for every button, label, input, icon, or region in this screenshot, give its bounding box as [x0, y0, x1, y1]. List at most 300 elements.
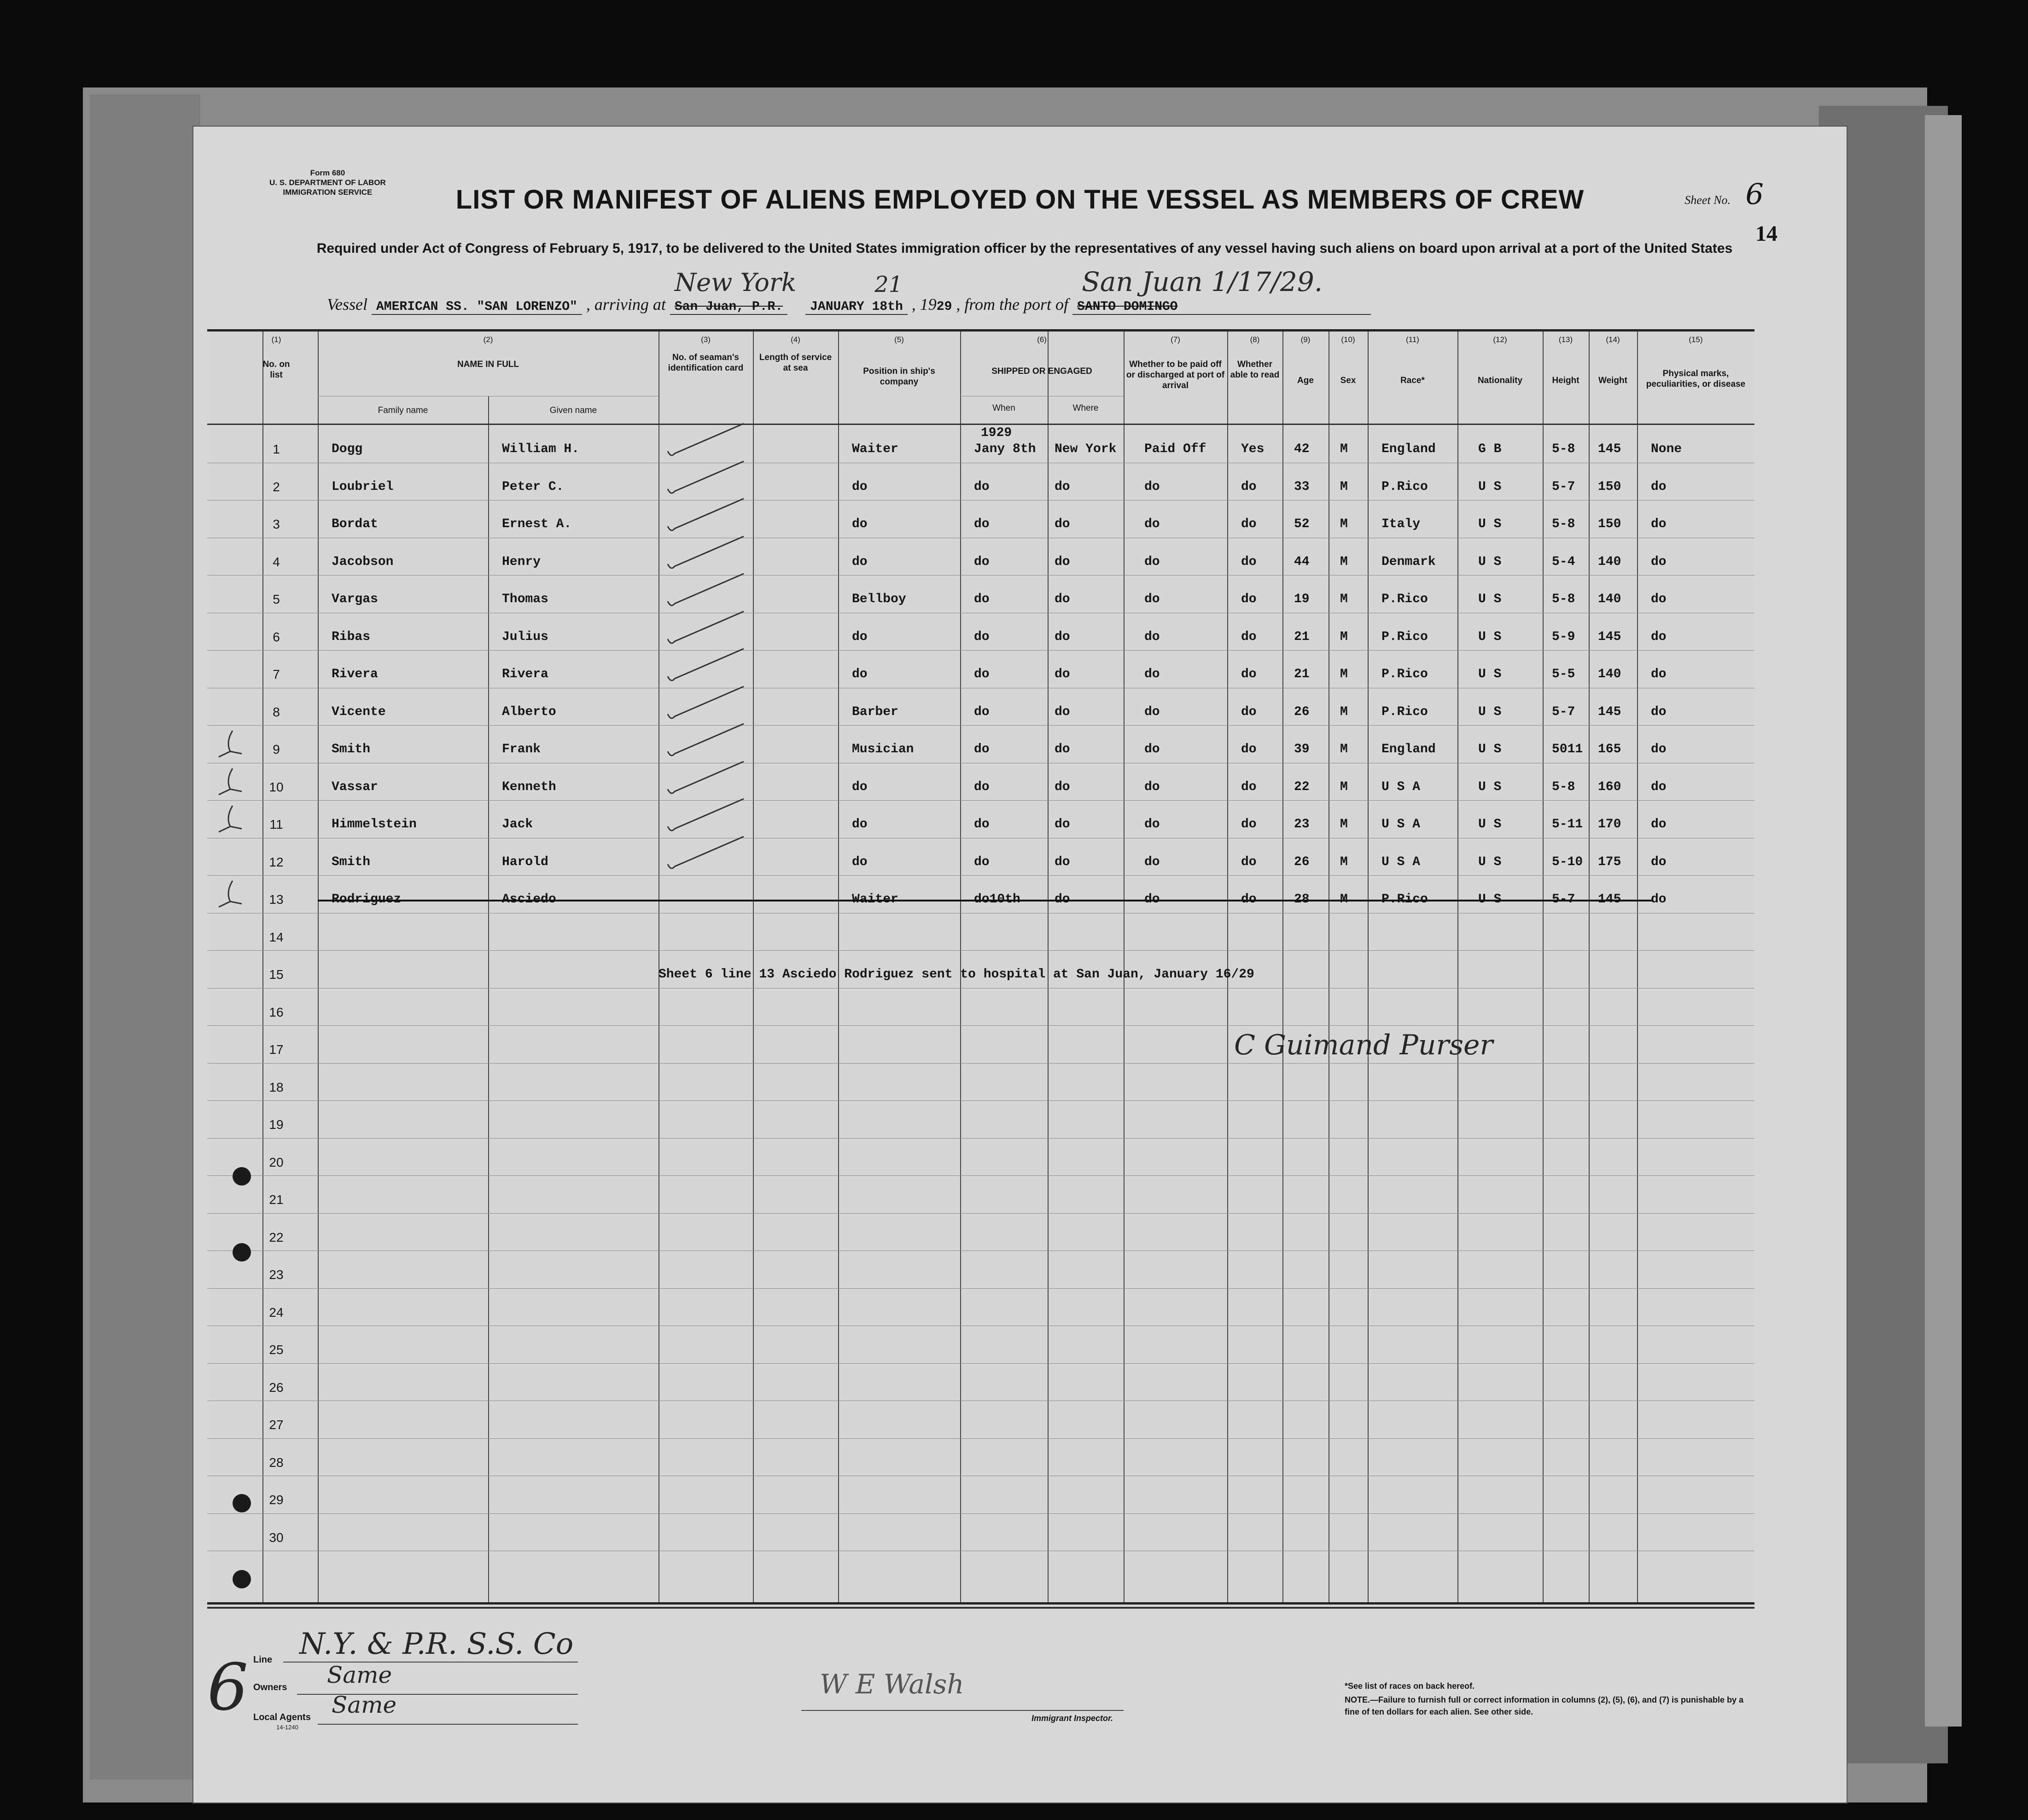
agents-value: Same: [332, 1692, 397, 1718]
col-num-15: (15): [1689, 335, 1703, 344]
service: IMMIGRATION SERVICE: [283, 188, 373, 197]
paid-off: do: [1144, 629, 1160, 644]
given-name: Peter C.: [502, 479, 564, 494]
from-port: SANTO DOMINGO: [1072, 300, 1371, 315]
height: 5-7: [1552, 479, 1575, 494]
family-name: Jacobson: [332, 554, 394, 569]
height: 5011: [1552, 742, 1583, 756]
height: 5-11: [1552, 817, 1583, 832]
age: 28: [1294, 892, 1310, 907]
from-label: , from the port of: [956, 295, 1069, 314]
sex: M: [1340, 592, 1348, 606]
row-number: 20: [269, 1155, 284, 1169]
col-header-age: Age: [1297, 376, 1314, 385]
col-header-shipped: SHIPPED OR ENGAGED: [991, 366, 1092, 376]
margin-number: 6: [207, 1650, 249, 1725]
shipped-where: do: [1055, 817, 1070, 832]
row-number: 5: [273, 592, 280, 606]
weight: 145: [1598, 892, 1621, 907]
id-card-check-mark: [665, 832, 748, 873]
column-rule: [1637, 331, 1638, 1602]
col-header-marks: Physical marks, peculiarities, or disease: [1646, 369, 1746, 389]
row-rule: [207, 575, 1754, 576]
shipped-when: Jany 8th: [974, 442, 1036, 456]
age: 39: [1294, 742, 1310, 756]
page-stack-right-sliver: [1925, 115, 1962, 1727]
margin-tick-mark: [216, 728, 244, 768]
family-name: Smith: [332, 855, 371, 869]
race: P.Rico: [1381, 704, 1428, 719]
race: P.Rico: [1381, 629, 1428, 644]
row-rule: [207, 1025, 1754, 1026]
form-number: Form 680: [310, 169, 345, 177]
height: 5-7: [1552, 892, 1575, 907]
row-number: 23: [269, 1268, 284, 1282]
weight: 140: [1598, 667, 1621, 681]
col-num-3: (3): [701, 335, 711, 344]
paid-off: do: [1144, 892, 1160, 907]
vessel-line: [327, 266, 1371, 314]
col-num-9: (9): [1300, 335, 1311, 344]
year-header: 1929: [981, 426, 1012, 440]
shipped-where: do: [1055, 517, 1070, 531]
col-num-12: (12): [1493, 335, 1507, 344]
line-label: Line: [253, 1655, 273, 1665]
column-rule: [488, 396, 489, 1602]
given-name: William H.: [502, 442, 580, 456]
column-rule: [1457, 331, 1458, 1602]
weight: 145: [1598, 704, 1621, 719]
given-name: Henry: [502, 554, 541, 569]
race: U S A: [1381, 817, 1421, 832]
col-header-height: Height: [1552, 376, 1579, 385]
binder-hole: [233, 1570, 251, 1588]
col-header-paid-off: Whether to be paid off or discharged at port of arrival: [1126, 360, 1225, 390]
nationality: U S: [1478, 742, 1502, 756]
row-number: 17: [269, 1042, 284, 1057]
shipped-when: do: [974, 554, 990, 569]
sex: M: [1340, 779, 1348, 794]
weight: 145: [1598, 629, 1621, 644]
col-num-11: (11): [1406, 335, 1419, 344]
col-header-family: Family name: [378, 406, 428, 415]
margin-tick-mark: [216, 878, 244, 918]
col-num-4: (4): [791, 335, 800, 344]
row-number: 19: [269, 1117, 284, 1132]
paid-off: do: [1144, 779, 1160, 794]
column-rule: [838, 331, 839, 1602]
column-rule: [1589, 331, 1590, 1602]
sex: M: [1340, 742, 1348, 756]
shipped-where: do: [1055, 892, 1070, 907]
col-header-read: Whether able to read: [1230, 360, 1280, 380]
row-number: 13: [269, 892, 284, 907]
nationality: U S: [1478, 855, 1502, 869]
col-num-2: (2): [483, 335, 493, 344]
able-to-read: do: [1241, 517, 1257, 531]
sex: M: [1340, 892, 1348, 907]
form-code: 14-1240: [276, 1724, 298, 1731]
physical-marks: do: [1651, 779, 1667, 794]
able-to-read: do: [1241, 554, 1257, 569]
id-card-check-mark: [665, 532, 748, 573]
department: U. S. DEPARTMENT OF LABOR: [269, 178, 386, 187]
paid-off: do: [1144, 479, 1160, 494]
col-header-given: Given name: [549, 406, 597, 415]
col-header-position: Position in ship's company: [863, 366, 935, 387]
shipped-when: do: [974, 517, 990, 531]
row-rule: [207, 800, 1754, 801]
weight: 140: [1598, 554, 1621, 569]
paid-off: do: [1144, 855, 1160, 869]
row-number: 9: [273, 742, 280, 756]
weight: 150: [1598, 517, 1621, 531]
col-num-13: (13): [1558, 335, 1573, 344]
weight: 145: [1598, 442, 1621, 456]
race: Denmark: [1381, 554, 1436, 569]
family-name: Rodriguez: [332, 892, 402, 907]
position: do: [852, 554, 868, 569]
col-header-sex: Sex: [1340, 376, 1356, 385]
vessel-label: Vessel: [327, 295, 367, 314]
able-to-read: do: [1241, 817, 1257, 832]
column-rule: [1227, 331, 1228, 1602]
paid-off: do: [1144, 742, 1160, 756]
paid-off: do: [1144, 517, 1160, 531]
paid-off: do: [1144, 817, 1160, 832]
position: do: [852, 517, 868, 531]
nationality: G B: [1478, 442, 1502, 456]
shipped-when: do: [974, 592, 990, 606]
row-number: 28: [269, 1455, 284, 1470]
sex: M: [1340, 479, 1348, 494]
race: England: [1381, 742, 1436, 756]
height: 5-4: [1552, 554, 1575, 569]
race: P.Rico: [1381, 592, 1428, 606]
col-header-weight: Weight: [1598, 376, 1627, 385]
row-number: 15: [269, 967, 284, 982]
shipped-where: do: [1055, 779, 1070, 794]
physical-marks: do: [1651, 742, 1667, 756]
arriving-handwritten: New York: [674, 268, 797, 297]
year-label: , 19: [911, 295, 937, 314]
column-rule: [1048, 331, 1049, 1602]
paid-off: Paid Off: [1144, 442, 1206, 456]
nationality: U S: [1478, 817, 1502, 832]
given-name: Julius: [502, 629, 548, 644]
row-rule: [207, 725, 1754, 726]
id-card-check-mark: [665, 682, 748, 723]
col-num-6: (6): [1037, 335, 1047, 344]
shipped-where: do: [1055, 592, 1070, 606]
row-number: 11: [269, 817, 283, 832]
id-card-check-mark: [665, 607, 748, 648]
given-name: Asciedo: [502, 892, 556, 907]
row-number: 25: [269, 1343, 284, 1357]
nationality: U S: [1478, 479, 1502, 494]
age: 21: [1294, 629, 1310, 644]
height: 5-8: [1552, 517, 1575, 531]
family-name: Bordat: [332, 517, 378, 531]
age: 26: [1294, 855, 1310, 869]
margin-tick-mark: [216, 766, 244, 805]
col-header-service: Length of service at sea: [759, 353, 832, 373]
manifest-page: [193, 127, 1847, 1803]
family-name: Vassar: [332, 779, 378, 794]
binder-hole: [233, 1494, 251, 1512]
col-header-id-card: No. of seaman's identification card: [668, 353, 744, 373]
id-card-check-mark: [665, 419, 748, 460]
nationality: U S: [1478, 667, 1502, 681]
height: 5-5: [1552, 667, 1575, 681]
race: U S A: [1381, 855, 1421, 869]
crew-table: [207, 329, 1754, 1605]
row-rule: [207, 1438, 1754, 1439]
row-number: 3: [273, 517, 280, 531]
race: England: [1381, 442, 1436, 456]
family-name: Vicente: [332, 704, 386, 719]
position: Waiter: [852, 892, 898, 907]
row-number: 27: [269, 1418, 284, 1432]
shipped-when: do: [974, 629, 990, 644]
position: do: [852, 779, 868, 794]
given-name: Ernest A.: [502, 517, 572, 531]
row-number: 24: [269, 1305, 284, 1320]
penalty-note: NOTE.—Failure to furnish full or correct information in columns (2), (5), (6), and (7) is punishable by a fine of ten dollars for each alien. See other side.: [1345, 1695, 1744, 1716]
height: 5-9: [1552, 629, 1575, 644]
date-handwritten: 21: [874, 272, 903, 297]
id-card-check-mark: [665, 794, 748, 836]
col-header-name: NAME IN FULL: [457, 360, 519, 369]
row-rule: [207, 1288, 1754, 1289]
row-rule: [207, 650, 1754, 651]
col-num-5: (5): [894, 335, 904, 344]
position: Waiter: [852, 442, 898, 456]
row-number: 1: [273, 442, 280, 456]
family-name: Dogg: [332, 442, 363, 456]
col-num-10: (10): [1341, 335, 1355, 344]
column-rule: [318, 331, 319, 1602]
arriving-label: , arriving at: [586, 295, 666, 314]
shipped-where: do: [1055, 554, 1070, 569]
id-card-check-mark: [665, 569, 748, 611]
given-name: Harold: [502, 855, 548, 869]
id-card-check-mark: [665, 457, 748, 498]
given-name: Rivera: [502, 667, 548, 681]
physical-marks: do: [1651, 817, 1667, 832]
column-rule: [960, 331, 961, 1602]
physical-marks: do: [1651, 855, 1667, 869]
row-rule: [207, 950, 1754, 951]
paid-off: do: [1144, 554, 1160, 569]
header-bottom-rule: [207, 424, 1754, 425]
race: U S A: [1381, 779, 1421, 794]
nationality: U S: [1478, 779, 1502, 794]
given-name: Kenneth: [502, 779, 556, 794]
position: Bellboy: [852, 592, 906, 606]
arrival-date: JANUARY 18th: [805, 300, 908, 315]
shipped-where: do: [1055, 742, 1070, 756]
sheet-value: 6: [1745, 177, 1764, 211]
id-card-check-mark: [665, 719, 748, 761]
row-number: 8: [273, 704, 280, 719]
able-to-read: do: [1241, 479, 1257, 494]
row-number: 2: [273, 479, 280, 494]
shipped-where: do: [1055, 629, 1070, 644]
physical-marks: do: [1651, 517, 1667, 531]
physical-marks: do: [1651, 554, 1667, 569]
height: 5-7: [1552, 704, 1575, 719]
nationality: U S: [1478, 892, 1502, 907]
nationality: U S: [1478, 517, 1502, 531]
age: 44: [1294, 554, 1310, 569]
manifest-footer: [207, 1607, 1754, 1784]
purser-signature: C Guimand Purser: [1234, 1029, 1493, 1061]
col-num-8: (8): [1250, 335, 1260, 344]
family-name: Vargas: [332, 592, 378, 606]
age: 26: [1294, 704, 1310, 719]
page-number: 14: [1755, 221, 1777, 246]
physical-marks: do: [1651, 704, 1667, 719]
row-number: 6: [273, 629, 280, 644]
physical-marks: do: [1651, 479, 1667, 494]
column-rule: [1282, 331, 1283, 1602]
family-name: Himmelstein: [332, 817, 417, 832]
physical-marks: None: [1651, 442, 1682, 456]
margin-tick-mark: [216, 803, 244, 843]
row-number: 12: [269, 855, 284, 869]
inspector-label: Immigrant Inspector.: [1031, 1714, 1113, 1723]
nationality: U S: [1478, 592, 1502, 606]
col-header-nationality: Nationality: [1477, 376, 1523, 385]
shipped-when: do10th: [974, 892, 1020, 907]
col-num-1: (1): [271, 335, 281, 344]
row-number: 14: [269, 930, 284, 944]
sex: M: [1340, 629, 1348, 644]
sex: M: [1340, 704, 1348, 719]
agents-label: Local Agents: [253, 1712, 311, 1722]
row-number: 22: [269, 1230, 284, 1244]
col-header-where: Where: [1072, 403, 1099, 413]
able-to-read: do: [1241, 855, 1257, 869]
age: 42: [1294, 442, 1310, 456]
column-rule: [1368, 331, 1369, 1602]
page-subtitle: Required under Act of Congress of February 5, 1917, to be delivered to the United States immigration officer by the representatives of any vessel having such aliens on board upon arrival at a port of the United States: [316, 241, 1733, 256]
family-name: Smith: [332, 742, 371, 756]
shipped-when: do: [974, 704, 990, 719]
nationality: U S: [1478, 704, 1502, 719]
row-rule: [207, 875, 1754, 876]
nationality: U S: [1478, 629, 1502, 644]
shipped-when: do: [974, 667, 990, 681]
binder-hole: [233, 1243, 251, 1262]
race: P.Rico: [1381, 892, 1428, 907]
position: do: [852, 817, 868, 832]
position: do: [852, 855, 868, 869]
able-to-read: do: [1241, 704, 1257, 719]
col-header-when: When: [992, 403, 1015, 413]
shipped-where: do: [1055, 667, 1070, 681]
page-title: LIST OR MANIFEST OF ALIENS EMPLOYED ON THE VESSEL AS MEMBERS OF CREW: [455, 185, 1585, 215]
age: 33: [1294, 479, 1310, 494]
row-number: 26: [269, 1380, 284, 1395]
height: 5-8: [1552, 779, 1575, 794]
inspector-signature: W E Walsh: [820, 1669, 964, 1700]
given-name: Thomas: [502, 592, 548, 606]
able-to-read: do: [1241, 629, 1257, 644]
paid-off: do: [1144, 704, 1160, 719]
id-card-check-mark: [665, 869, 748, 911]
position: Musician: [852, 742, 914, 756]
physical-marks: do: [1651, 592, 1667, 606]
row-rule: [207, 1138, 1754, 1139]
able-to-read: do: [1241, 667, 1257, 681]
sex: M: [1340, 855, 1348, 869]
age: 52: [1294, 517, 1310, 531]
page-stack-left-edge: [90, 94, 200, 1779]
from-handwritten: San Juan 1/17/29.: [1082, 266, 1323, 297]
physical-marks: do: [1651, 892, 1667, 907]
strike-through-row-13: [318, 900, 1653, 901]
height: 5-8: [1552, 592, 1575, 606]
race: P.Rico: [1381, 667, 1428, 681]
owners-label: Owners: [253, 1682, 287, 1692]
shipped-where: do: [1055, 704, 1070, 719]
physical-marks: do: [1651, 629, 1667, 644]
row-number: 10: [269, 779, 284, 794]
able-to-read: do: [1241, 892, 1257, 907]
row-number: 4: [273, 554, 280, 569]
vessel-name: AMERICAN SS. "SAN LORENZO": [372, 300, 582, 315]
able-to-read: do: [1241, 592, 1257, 606]
nationality: U S: [1478, 554, 1502, 569]
hospital-note: Sheet 6 line 13 Asciedo Rodriguez sent to hospital at San Juan, January 16/29: [659, 967, 1254, 982]
paid-off: do: [1144, 667, 1160, 681]
col-header-race: Race*: [1400, 376, 1425, 385]
weight: 150: [1598, 479, 1621, 494]
row-number: 21: [269, 1192, 284, 1207]
id-card-check-mark: [665, 644, 748, 686]
height: 5-8: [1552, 442, 1575, 456]
sheet-label: Sheet No.: [1684, 193, 1731, 207]
binder-hole: [233, 1167, 251, 1186]
weight: 165: [1598, 742, 1621, 756]
family-name: Loubriel: [332, 479, 394, 494]
weight: 140: [1598, 592, 1621, 606]
shipped-where: do: [1055, 855, 1070, 869]
col-num-7: (7): [1171, 335, 1180, 344]
row-rule: [207, 1513, 1754, 1514]
shipped-where: New York: [1055, 442, 1117, 456]
column-rule: [1124, 331, 1125, 1602]
sex: M: [1340, 517, 1348, 531]
given-name: Jack: [502, 817, 533, 832]
row-rule: [207, 1175, 1754, 1176]
id-card-check-mark: [665, 757, 748, 798]
sex: M: [1340, 667, 1348, 681]
col-header-no: No. on list: [262, 360, 290, 380]
col-num-14: (14): [1606, 335, 1620, 344]
age: 22: [1294, 779, 1310, 794]
arriving-port: San Juan, P.R.: [670, 300, 787, 315]
race: P.Rico: [1381, 479, 1428, 494]
weight: 160: [1598, 779, 1621, 794]
column-rule: [753, 331, 754, 1602]
sex: M: [1340, 554, 1348, 569]
weight: 175: [1598, 855, 1621, 869]
age: 21: [1294, 667, 1310, 681]
column-rule: [1543, 331, 1544, 1602]
